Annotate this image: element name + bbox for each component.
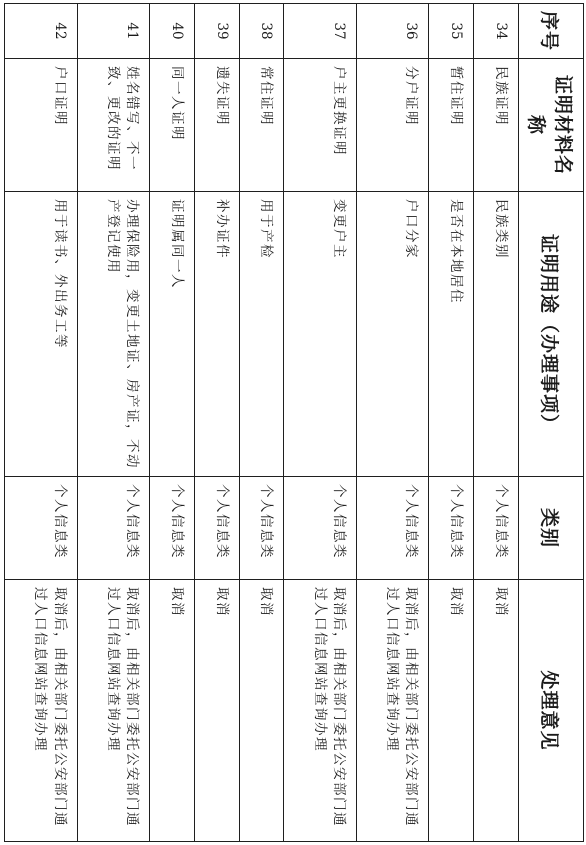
certificate-use: 是否在本地居住 bbox=[429, 192, 474, 477]
certificate-name: 常住证明 bbox=[239, 59, 284, 192]
certificate-use: 用于读书、外出务工等 bbox=[5, 192, 78, 477]
certificate-use: 办理保险用，变更土地证、房产证，不动产登记使用 bbox=[77, 192, 149, 477]
category: 个人信息类 bbox=[474, 477, 519, 580]
handling-opinion: 取消后，由相关部门委托公安部门通过人口信息网站查询办理 bbox=[284, 580, 356, 842]
table-row bbox=[356, 4, 428, 842]
certificate-name: 同一人证明 bbox=[149, 59, 194, 192]
certificate-use: 用于产检 bbox=[239, 192, 284, 477]
table-row bbox=[77, 4, 149, 842]
certificate-use: 证明属同一人 bbox=[149, 192, 194, 477]
certificate-use: 变更户主 bbox=[284, 192, 356, 477]
header-handling-opinion: 处理意见 bbox=[519, 580, 584, 842]
certificate-name: 姓名错写、不一致、更改的证明 bbox=[77, 59, 149, 192]
handling-opinion: 取消后，由相关部门委托公安部门通过人口信息网站查询办理 bbox=[5, 580, 78, 842]
row-number: 35 bbox=[429, 4, 474, 59]
category: 个人信息类 bbox=[149, 477, 194, 580]
table-row bbox=[429, 4, 474, 842]
category: 个人信息类 bbox=[5, 477, 78, 580]
category: 个人信息类 bbox=[429, 477, 474, 580]
row-number: 40 bbox=[149, 4, 194, 59]
header-certificate-use: 证明用途（办理事项） bbox=[519, 192, 584, 477]
row-number: 36 bbox=[356, 4, 428, 59]
certificate-name: 遗失证明 bbox=[194, 59, 239, 192]
handling-opinion: 取消后，由相关部门委托公安部门通过人口信息网站查询办理 bbox=[77, 580, 149, 842]
certificate-name: 分户证明 bbox=[356, 59, 428, 192]
category: 个人信息类 bbox=[194, 477, 239, 580]
table-row bbox=[474, 4, 519, 842]
row-number: 37 bbox=[284, 4, 356, 59]
category: 个人信息类 bbox=[239, 477, 284, 580]
row-number: 38 bbox=[239, 4, 284, 59]
row-number: 41 bbox=[77, 4, 149, 59]
certificate-name: 民族证明 bbox=[474, 59, 519, 192]
handling-opinion: 取消 bbox=[239, 580, 284, 842]
certificate-use: 民族类别 bbox=[474, 192, 519, 477]
table-row bbox=[194, 4, 239, 842]
row-number: 42 bbox=[5, 4, 78, 59]
certificate-use: 补办证件 bbox=[194, 192, 239, 477]
handling-opinion: 取消 bbox=[194, 580, 239, 842]
handling-opinion: 取消 bbox=[474, 580, 519, 842]
table-row bbox=[239, 4, 284, 842]
certificate-name: 户口证明 bbox=[5, 59, 78, 192]
category: 个人信息类 bbox=[77, 477, 149, 580]
certificate-name: 户主更换证明 bbox=[284, 59, 356, 192]
certificate-use: 户口分家 bbox=[356, 192, 428, 477]
table-row bbox=[5, 4, 78, 842]
table-row bbox=[149, 4, 194, 842]
header-certificate-name: 证明材料名称 bbox=[519, 59, 584, 192]
handling-opinion: 取消 bbox=[429, 580, 474, 842]
row-number: 39 bbox=[194, 4, 239, 59]
row-number: 34 bbox=[474, 4, 519, 59]
header-serial-number: 序号 bbox=[519, 4, 584, 59]
table-row bbox=[284, 4, 356, 842]
header-category: 类别 bbox=[519, 477, 584, 580]
handling-opinion: 取消 bbox=[149, 580, 194, 842]
certificate-table bbox=[4, 3, 584, 842]
certificate-name: 暂住证明 bbox=[429, 59, 474, 192]
category: 个人信息类 bbox=[284, 477, 356, 580]
handling-opinion: 取消后，由相关部门委托公安部门通过人口信息网站查询办理 bbox=[356, 580, 428, 842]
table-header-row bbox=[519, 4, 584, 842]
category: 个人信息类 bbox=[356, 477, 428, 580]
